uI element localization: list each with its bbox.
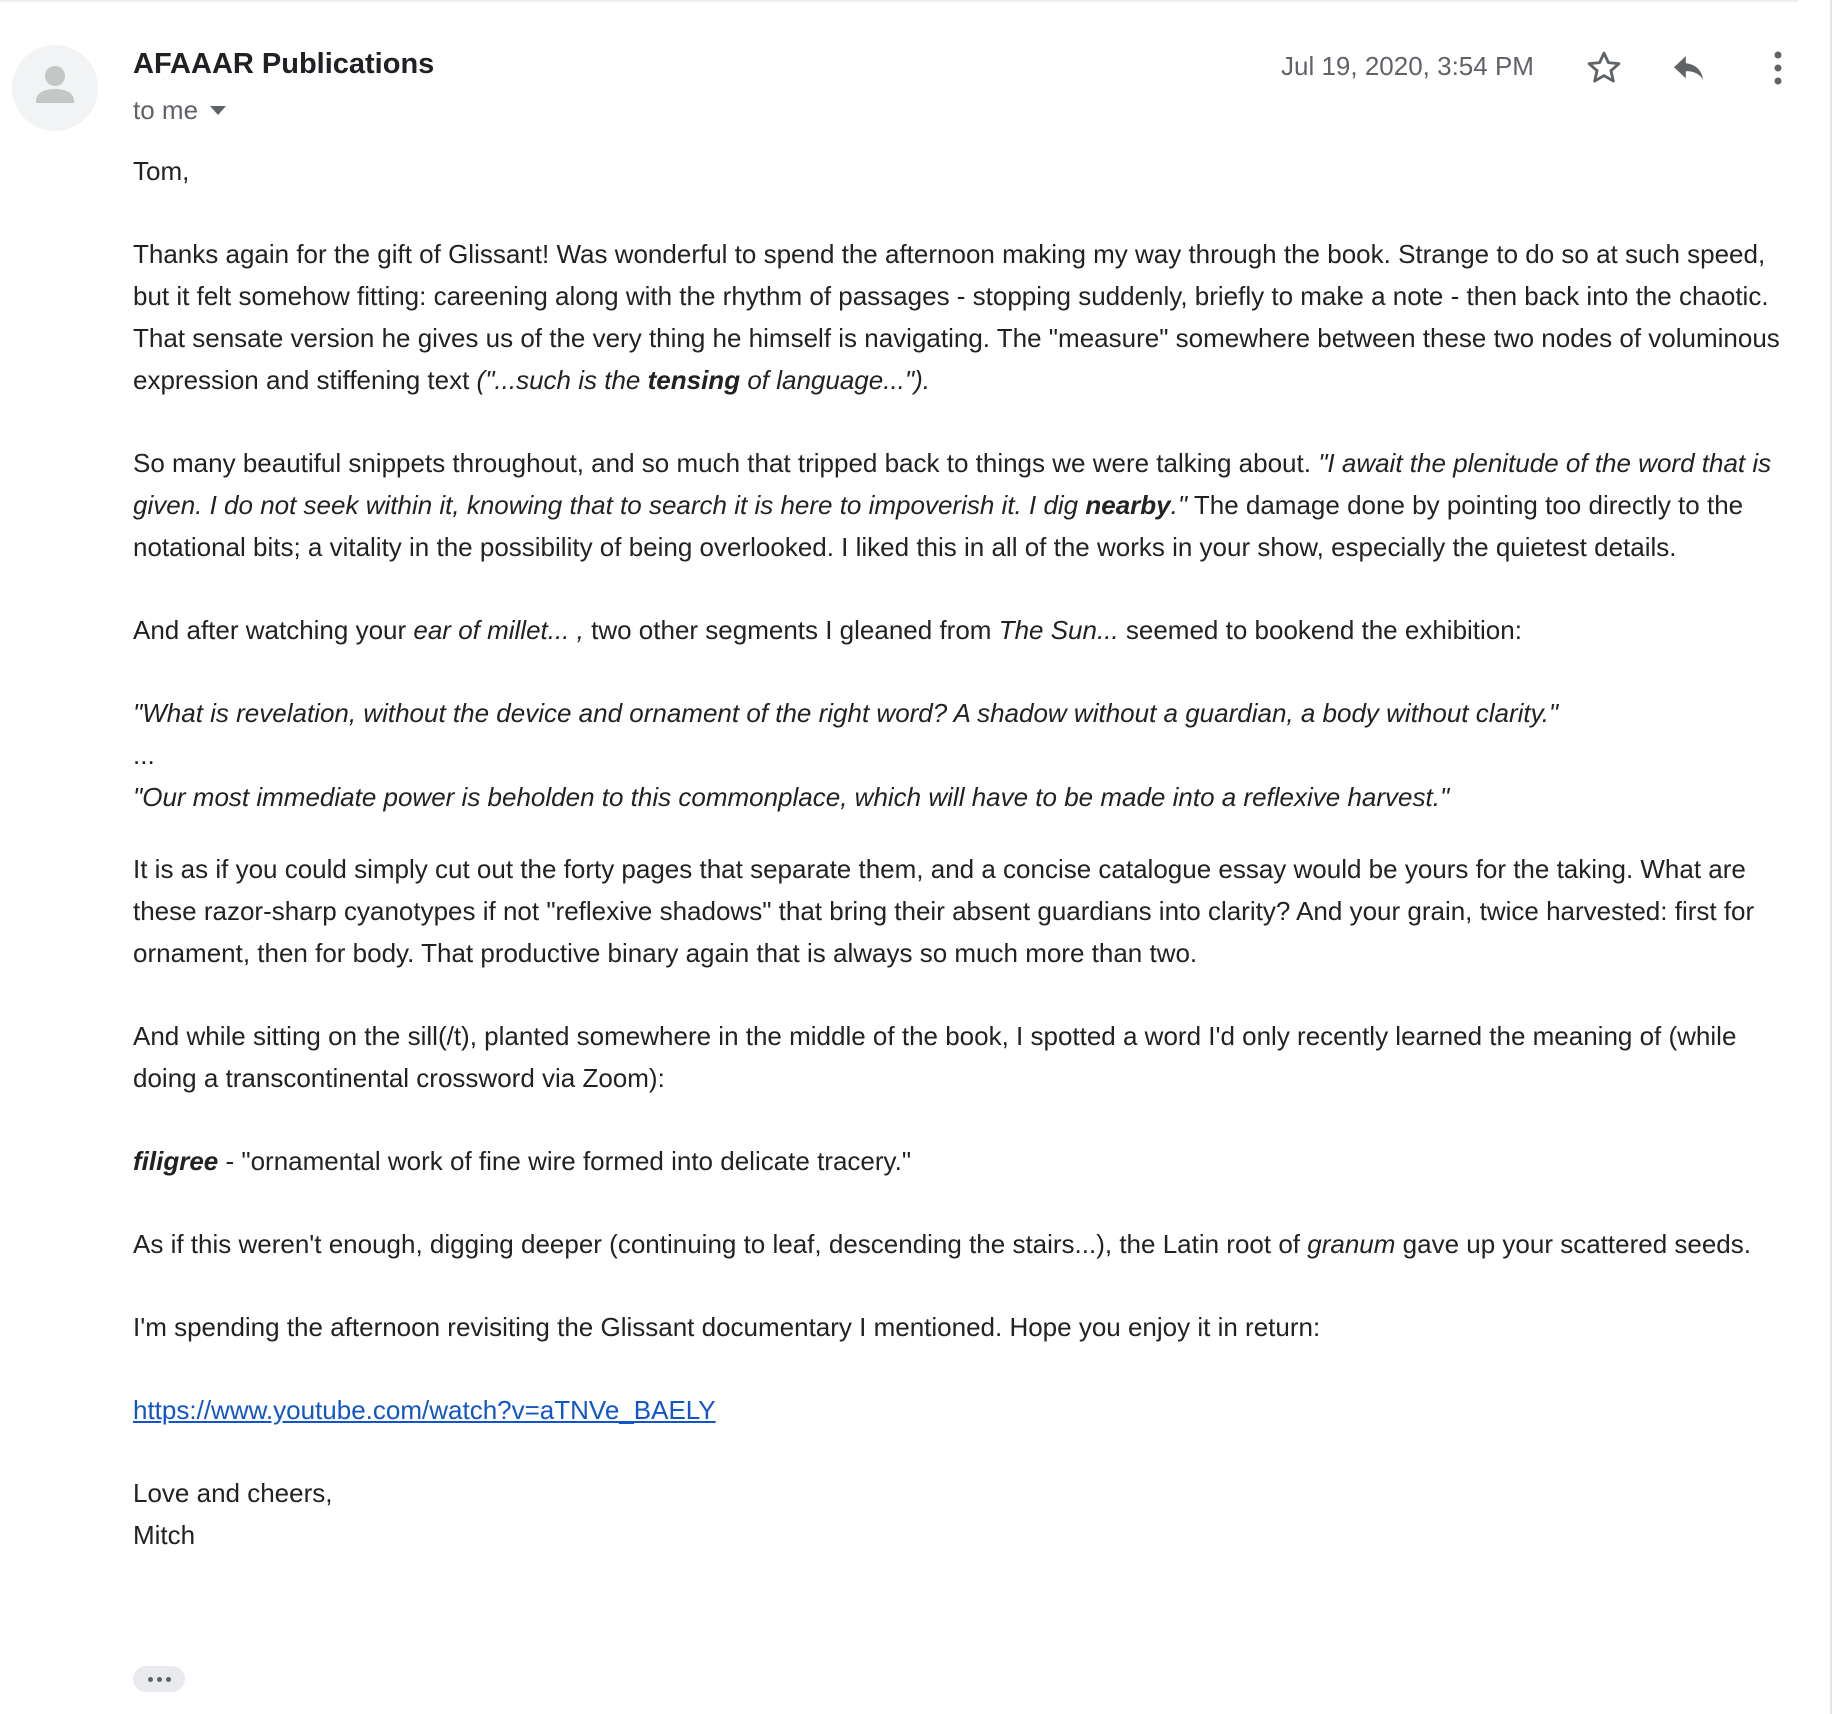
paragraph-2-quote: "I await the plenitude of the word that is given. I do not seek within it, knowing that to search it is here to impoverish it. I dig <box>133 448 1772 520</box>
paragraph-3-e: seemed to bookend the exhibition: <box>1125 615 1522 645</box>
paragraph-6 <box>133 1140 1803 1182</box>
recipient-label: to me <box>133 95 199 125</box>
paragraph-7-c: gave up your scattered seeds. <box>1402 1229 1751 1259</box>
paragraph-2-rest: The damage done by pointing too directly to the notational bits; a vitality in the possibility of being overlooked. I liked this in all of the works in your show, especially the quietest details. <box>133 490 1744 562</box>
message-body <box>133 150 1803 1556</box>
star-icon <box>1585 49 1623 87</box>
paragraph-3-c: two other segments I gleaned from <box>591 615 992 645</box>
paragraph-3-a: And after watching your <box>133 615 407 645</box>
paragraph-2-quote-bold: nearby <box>1085 490 1171 520</box>
reply-icon <box>1670 49 1708 87</box>
top-divider <box>0 0 1798 2</box>
paragraph-3-title-1: ear of millet... , <box>413 615 584 645</box>
ellipsis-icon <box>166 1677 171 1682</box>
person-icon <box>12 45 98 131</box>
paragraph-7-a: As if this weren't enough, digging deeper (continuing to leaf, descending the stairs...), the Latin root of <box>133 1229 1301 1259</box>
signature: Mitch <box>133 1520 196 1550</box>
ellipsis-icon <box>157 1677 162 1682</box>
quote-2: "Our most immediate power is beholden to this commonplace, which will have to be made into a reflexive harvest." <box>133 782 1450 812</box>
quote-1: "What is revelation, without the device and ornament of the right word? A shadow without a guardian, a body without clarity." <box>133 698 1559 728</box>
paragraph-1-quote-end: of language..."). <box>747 365 930 395</box>
definition-text: ornamental work of fine wire formed into delicate tracery." <box>250 1146 912 1176</box>
paragraph-7 <box>133 1223 1803 1265</box>
message-date: Jul 19, 2020, 3:54 PM <box>1281 51 1534 81</box>
paragraph-2-quote-end: ." <box>1170 490 1188 520</box>
show-trimmed-content-button[interactable] <box>133 1666 185 1692</box>
paragraph-1-quote-start: ("...such is the <box>476 365 641 395</box>
quote-separator: ... <box>133 740 155 770</box>
definition-dash: - " <box>218 1146 251 1176</box>
paragraph-3 <box>133 609 1803 651</box>
paragraph-8: I'm spending the afternoon revisiting the Glissant documentary I mentioned. Hope you enjoy it in return: <box>133 1312 1321 1342</box>
paragraph-1-text: Thanks again for the gift of Glissant! Was wonderful to spend the afternoon making my way through the book. Strange to do so at such speed, but it felt somehow fitting: careening along with the rhythm of passages - stopping suddenly, briefly to make a note - then back into the chaotic. That sensate version he gives us of the very thing he himself is navigating. The "measure" somewhere between these two nodes of voluminous expression and stiffening text <box>133 239 1780 395</box>
ellipsis-icon <box>148 1677 153 1682</box>
scrollbar-edge[interactable] <box>1830 0 1832 1714</box>
paragraph-1-quote-bold: tensing <box>647 365 741 395</box>
paragraph-5: And while sitting on the sill(/t), planted somewhere in the middle of the book, I spotted a word I'd only recently learned the meaning of (while doing a transcontinental crossword via Zoom): <box>133 1021 1737 1093</box>
more-options-button[interactable] <box>1754 44 1802 92</box>
star-button[interactable] <box>1580 44 1628 92</box>
more-vert-icon <box>1773 50 1783 86</box>
signoff: Love and cheers, <box>133 1478 333 1508</box>
paragraph-1 <box>133 233 1803 401</box>
paragraph-7-term: granum <box>1307 1229 1396 1259</box>
avatar[interactable] <box>12 45 98 131</box>
paragraph-2 <box>133 442 1803 568</box>
link-paragraph <box>133 1389 1803 1431</box>
youtube-link[interactable]: https://www.youtube.com/watch?v=aTNVe_BAELY <box>133 1395 716 1425</box>
defined-term: filigree <box>133 1146 219 1176</box>
reply-button[interactable] <box>1665 44 1713 92</box>
chevron-down-icon[interactable] <box>210 106 226 115</box>
greeting: Tom, <box>133 156 190 186</box>
paragraph-2-text: So many beautiful snippets throughout, and so much that tripped back to things we were talking about. <box>133 448 1311 478</box>
recipient-toggle[interactable] <box>133 95 226 126</box>
sender-name: AFAAAR Publications <box>133 48 435 80</box>
paragraph-3-title-2: The Sun... <box>998 615 1119 645</box>
paragraph-4: It is as if you could simply cut out the forty pages that separate them, and a concise catalogue essay would be yours for the taking. What are these razor-sharp cyanotypes if not "reflexive shadows" that bring their absent guardians into clarity? And your grain, twice harvested: first for ornament, then for body. That productive binary again that is always so much more than two. <box>133 854 1755 968</box>
